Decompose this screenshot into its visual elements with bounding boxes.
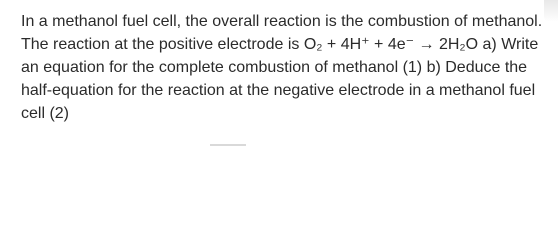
corner-shadow xyxy=(544,0,558,22)
bottom-divider xyxy=(210,144,246,146)
question-text: In a methanol fuel cell, the overall reaction is the combustion of methanol. The reaction at the positive electrode is O₂ + 4H⁺ + 4e⁻ → 2H₂O a) Write an equation for the complete combustion of methanol (1) b) Deduce the half-equation for the reaction at the negative electrode in a methanol fuel cell (2) xyxy=(21,13,543,122)
